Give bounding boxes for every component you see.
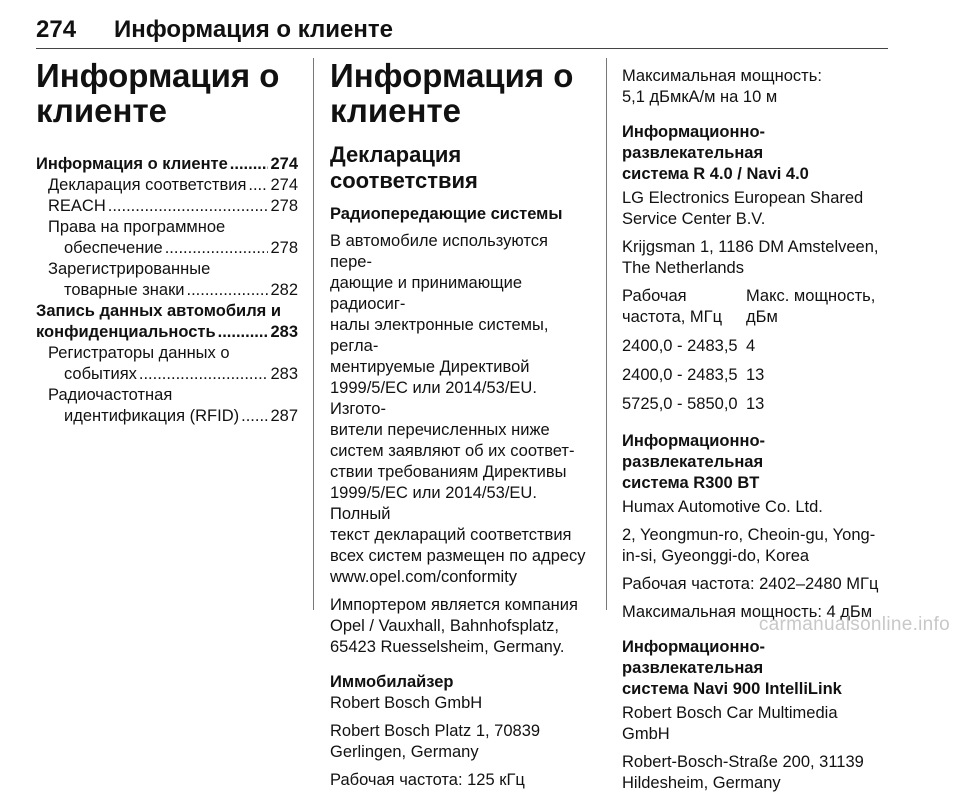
table-cell: 2400,0 - 2483,5 bbox=[622, 337, 738, 355]
text-line: Robert-Bosch-Straße 200, 31139 bbox=[622, 753, 864, 771]
column-divider bbox=[606, 58, 607, 610]
text-line: 1999/5/EC или 2014/53/EU. Изгото- bbox=[330, 379, 537, 418]
toc-page: 282 bbox=[270, 281, 298, 299]
toc-label: Права на программное bbox=[48, 218, 226, 236]
toc-label: Регистраторы данных о bbox=[48, 344, 230, 362]
text-line: The Netherlands bbox=[622, 259, 744, 277]
table-of-contents bbox=[36, 154, 298, 427]
table-header-cell bbox=[622, 286, 746, 336]
text-line: 2, Yeongmun-ro, Cheoin-gu, Yong- bbox=[622, 526, 876, 544]
device-frequency: Рабочая частота: 2402–2480 МГц bbox=[622, 575, 879, 593]
toc-label: обеспечение bbox=[64, 239, 163, 257]
immobilizer-heading: Иммобилайзер bbox=[330, 673, 454, 691]
table-cell: 13 bbox=[746, 395, 765, 413]
text-line: Информационно-развлекательная bbox=[622, 638, 766, 677]
table-header-row bbox=[622, 286, 888, 336]
text-line: Информационно-развлекательная bbox=[622, 432, 766, 471]
toc-label: Радиочастотная bbox=[48, 386, 173, 404]
table-cell: 13 bbox=[746, 366, 765, 384]
device-address bbox=[622, 237, 888, 279]
column-devices bbox=[622, 58, 888, 801]
toc-page: 274 bbox=[270, 176, 298, 194]
toc-page: 278 bbox=[270, 239, 298, 257]
declaration-paragraph bbox=[330, 231, 592, 588]
watermark: carmanualsonline.info bbox=[758, 614, 950, 635]
toc-leader bbox=[187, 280, 269, 301]
text-line: система Navi 900 IntelliLink bbox=[622, 680, 842, 698]
text-line: Krijgsman 1, 1186 DM Amstelveen, bbox=[622, 238, 879, 256]
text-line: Макс. мощность, bbox=[746, 287, 876, 305]
max-power-text bbox=[622, 66, 888, 108]
radio-systems-heading: Радиопередающие системы bbox=[330, 205, 563, 223]
device-heading bbox=[622, 637, 888, 700]
toc-leader bbox=[241, 406, 268, 427]
text-line: Информационно-развлекательная bbox=[622, 123, 766, 162]
text-line: Gerlingen, Germany bbox=[330, 743, 479, 761]
toc-entry[interactable] bbox=[36, 154, 298, 175]
text-line: Рабочая bbox=[622, 287, 687, 305]
toc-entry[interactable] bbox=[36, 259, 298, 301]
text-line: В автомобиле используются пере- bbox=[330, 232, 548, 271]
device-address bbox=[622, 752, 888, 794]
device-power: Максимальная мощность: 4 дБм bbox=[622, 603, 873, 621]
conformity-url: www.opel.com/conformity bbox=[330, 568, 518, 586]
text-line: Opel / Vauxhall, Bahnhofsplatz, bbox=[330, 617, 560, 635]
page-number: 274 bbox=[36, 16, 77, 43]
running-title: Информация о клиенте bbox=[114, 16, 393, 43]
toc-entry[interactable] bbox=[36, 385, 298, 427]
toc-label: товарные знаки bbox=[64, 281, 185, 299]
toc-label: Декларация соответствия bbox=[48, 176, 247, 194]
importer-paragraph bbox=[330, 595, 592, 658]
table-row bbox=[622, 394, 888, 423]
toc-page: 274 bbox=[270, 155, 298, 173]
text-line: текст деклараций соответствия bbox=[330, 526, 572, 544]
device-company: Robert Bosch Car Multimedia GmbH bbox=[622, 704, 838, 743]
toc-leader bbox=[218, 322, 269, 343]
toc-entry[interactable] bbox=[36, 196, 298, 217]
toc-page: 283 bbox=[270, 323, 298, 341]
text-line: in-si, Gyeonggi-do, Korea bbox=[622, 547, 810, 565]
table-cell: 5725,0 - 5850,0 bbox=[622, 395, 738, 413]
text-line: Hildesheim, Germany bbox=[622, 774, 781, 792]
toc-label: событиях bbox=[64, 365, 137, 383]
immobilizer-company: Robert Bosch GmbH bbox=[330, 694, 483, 712]
text-line: всех систем размещен по адресу bbox=[330, 547, 586, 565]
text-line: ствии требованиям Директивы bbox=[330, 463, 567, 481]
subsection-title: Декларация соответствия bbox=[330, 142, 478, 193]
device-heading bbox=[622, 431, 888, 494]
section-title-line: клиенте bbox=[330, 92, 461, 129]
text-line: 5,1 дБмкА/м на 10 м bbox=[622, 88, 778, 106]
text-line: Максимальная мощность: bbox=[622, 67, 822, 85]
table-cell: 4 bbox=[746, 337, 756, 355]
text-line: налы электронные системы, регла- bbox=[330, 316, 549, 355]
section-title bbox=[330, 58, 592, 128]
toc-leader bbox=[165, 238, 269, 259]
column-toc bbox=[36, 58, 298, 427]
device-company: Humax Automotive Co. Ltd. bbox=[622, 498, 823, 516]
table-row bbox=[622, 336, 888, 365]
toc-leader bbox=[139, 364, 269, 385]
toc-page: 283 bbox=[270, 365, 298, 383]
device-heading bbox=[622, 122, 888, 185]
toc-entry[interactable] bbox=[36, 343, 298, 385]
text-line: LG Electronics European Shared bbox=[622, 189, 864, 207]
text-line: 65423 Ruesselsheim, Germany. bbox=[330, 638, 565, 656]
toc-label: Информация о клиенте bbox=[36, 155, 228, 173]
toc-page: 278 bbox=[270, 197, 298, 215]
text-line: Service Center B.V. bbox=[622, 210, 766, 228]
toc-leader bbox=[230, 154, 269, 175]
toc-entry[interactable] bbox=[36, 217, 298, 259]
table-header-cell bbox=[746, 286, 888, 336]
text-line: Robert Bosch Platz 1, 70839 bbox=[330, 722, 541, 740]
column-declaration bbox=[330, 58, 592, 798]
text-line: система R300 BT bbox=[622, 474, 760, 492]
text-line: частота, МГц bbox=[622, 308, 723, 326]
immobilizer-frequency: Рабочая частота: 125 кГц bbox=[330, 771, 525, 789]
section-title-line: Информация о bbox=[330, 57, 574, 94]
toc-page: 287 bbox=[270, 407, 298, 425]
immobilizer-address bbox=[330, 721, 592, 763]
device-address bbox=[622, 525, 888, 567]
frequency-table bbox=[622, 286, 888, 423]
column-divider bbox=[313, 58, 314, 610]
device-company bbox=[622, 188, 888, 230]
toc-label: идентификация (RFID) bbox=[64, 407, 240, 425]
text-line: система R 4.0 / Navi 4.0 bbox=[622, 165, 809, 183]
toc-label: Зарегистрированные bbox=[48, 260, 211, 278]
toc-label: конфиденциальность bbox=[36, 323, 216, 341]
toc-label: REACH bbox=[48, 197, 106, 215]
toc-leader bbox=[248, 175, 268, 196]
text-line: 1999/5/EC или 2014/53/EU. Полный bbox=[330, 484, 537, 523]
text-line: дБм bbox=[746, 308, 778, 326]
page-header bbox=[36, 14, 888, 49]
text-line: Импортером является компания bbox=[330, 596, 578, 614]
table-row bbox=[622, 365, 888, 394]
chapter-title-line: Информация о bbox=[36, 57, 280, 94]
toc-label: Запись данных автомобиля и bbox=[36, 302, 282, 320]
chapter-title-line: клиенте bbox=[36, 92, 167, 129]
text-line: дающие и принимающие радиосиг- bbox=[330, 274, 523, 313]
text-line: вители перечисленных ниже bbox=[330, 421, 550, 439]
text-line: систем заявляют об их соответ- bbox=[330, 442, 575, 460]
toc-entry[interactable] bbox=[36, 175, 298, 196]
table-cell: 2400,0 - 2483,5 bbox=[622, 366, 738, 384]
toc-entry[interactable] bbox=[36, 301, 298, 343]
chapter-title bbox=[36, 58, 298, 128]
text-line: ментируемые Директивой bbox=[330, 358, 530, 376]
toc-leader bbox=[108, 196, 269, 217]
